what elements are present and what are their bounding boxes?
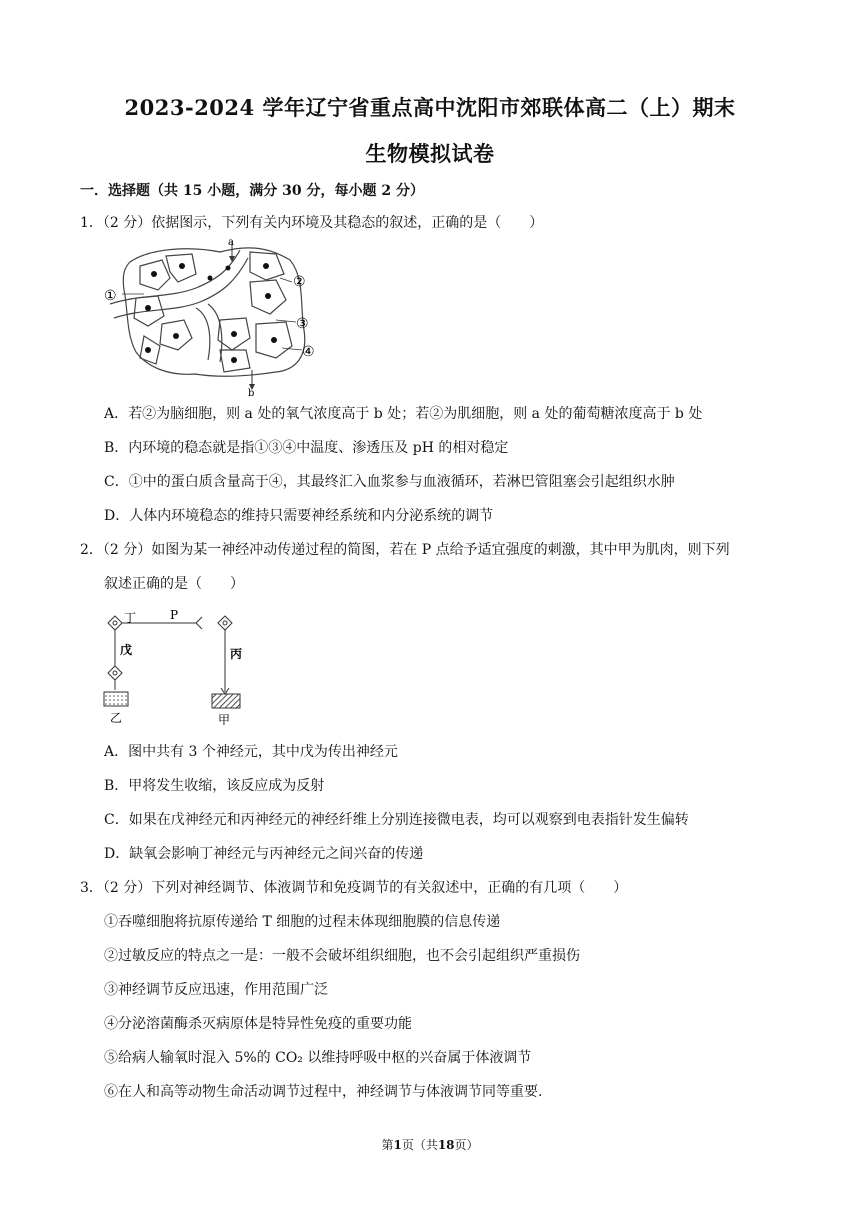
footer-suffix: 页） [454,1138,479,1152]
question-3-item-1: ①吞噬细胞将抗原传递给 T 细胞的过程未体现细胞膜的信息传递 [104,914,501,930]
footer-page-number: 1 [393,1138,402,1152]
figure-label-p: P [170,608,179,622]
section-heading: 一．选择题（共 15 小题，满分 30 分，每小题 2 分） [80,183,424,199]
question-1-figure [100,238,330,398]
question-1-option-b: B．内环境的稳态就是指①③④中温度、渗透压及 pH 的相对稳定 [104,440,509,456]
question-3-item-2: ②过敏反应的特点之一是：一般不会破坏组织细胞，也不会引起组织严重损伤 [104,948,580,964]
question-2-option-d: D．缺氧会影响丁神经元与丙神经元之间兴奋的传递 [104,846,424,862]
footer-mid: 页（共 [401,1138,438,1152]
question-2-stem-line1: 2．（2 分）如图为某一神经冲动传递过程的简图，若在 P 点给予适宜强度的刺激，其中甲为肌肉，则下列 [80,542,730,558]
question-2-figure [100,606,250,726]
footer-total-pages: 18 [437,1138,455,1152]
question-1-option-d: D．人体内环境稳态的维持只需要神经系统和内分泌系统的调节 [104,508,494,524]
footer-prefix: 第 [381,1138,394,1152]
figure-label-yi: 乙 [110,711,123,725]
page-footer [0,1136,860,1153]
question-2-stem-line2: 叙述正确的是（ ） [104,576,244,592]
question-1-option-a: A．若②为脑细胞，则 a 处的氧气浓度高于 b 处；若②为肌细胞，则 a 处的葡萄糖浓度高于 b 处 [104,406,703,422]
question-3-item-6: ⑥在人和高等动物生命活动调节过程中，神经调节与体液调节同等重要. [104,1084,543,1100]
question-1-option-c: C．①中的蛋白质含量高于④，其最终汇入血浆参与血液循环，若淋巴管阻塞会引起组织水肿 [104,474,675,490]
question-2-option-b: B．甲将发生收缩，该反应成为反射 [104,778,325,794]
figure-label-3: ③ [296,316,309,332]
question-3-item-3: ③神经调节反应迅速，作用范围广泛 [104,982,328,998]
figure-label-b: b [248,388,255,398]
figure-label-a: a [228,238,234,248]
question-3-stem: 3．（2 分）下列对神经调节、体液调节和免疫调节的有关叙述中，正确的有几项（ ） [80,880,628,896]
figure-label-2: ② [293,274,306,290]
question-2-option-a: A．图中共有 3 个神经元，其中戊为传出神经元 [104,744,398,760]
figure-label-bing: 丙 [230,647,243,661]
question-2-option-c: C．如果在戊神经元和丙神经元的神经纤维上分别连接微电表，均可以观察到电表指针发生偏转 [104,812,689,828]
figure-label-4: ④ [302,344,315,360]
figure-label-ding: 丁 [124,611,137,625]
document-title-line2: 生物模拟试卷 [365,141,495,166]
document-title-line1: 2023-2024 学年辽宁省重点高中沈阳市郊联体高二（上）期末 [124,95,736,120]
figure-label-wu: 戊 [120,643,133,657]
question-1-stem: 1．（2 分）依据图示，下列有关内环境及其稳态的叙述，正确的是（ ） [80,215,544,231]
question-3-item-4: ④分泌溶菌酶杀灭病原体是特异性免疫的重要功能 [104,1016,412,1032]
figure-label-jia: 甲 [218,713,231,726]
question-3-item-5: ⑤给病人输氧时混入 5%的 CO₂ 以维持呼吸中枢的兴奋属于体液调节 [104,1050,532,1066]
figure-label-1: ① [104,288,117,304]
